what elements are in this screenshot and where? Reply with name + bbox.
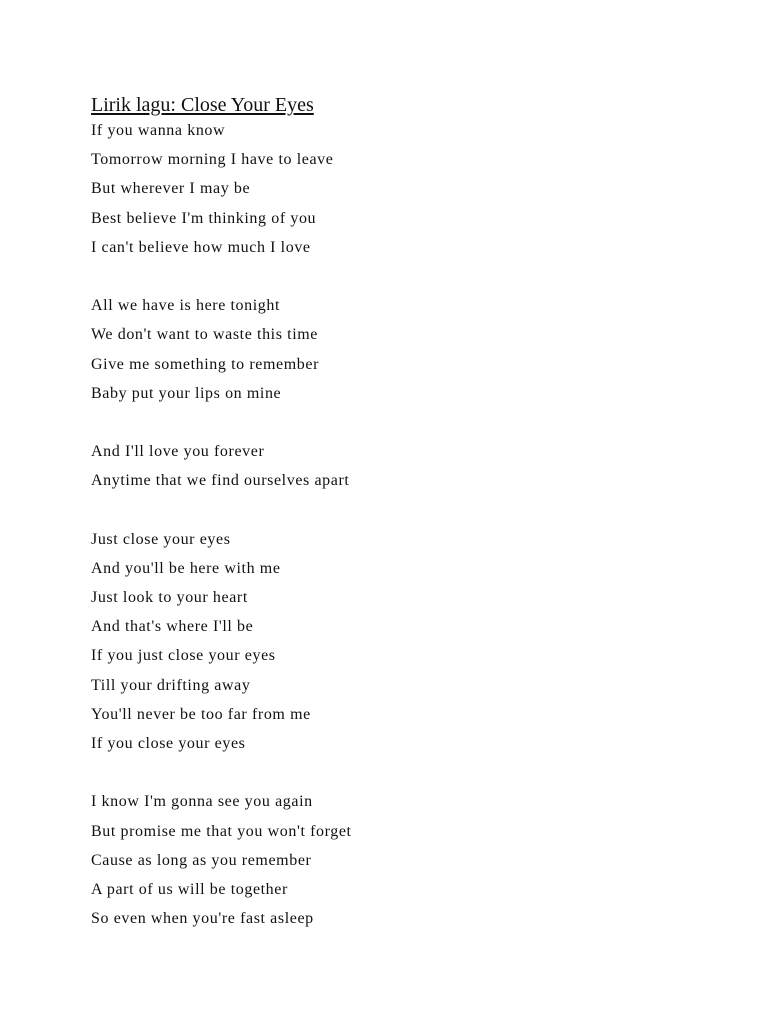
lyric-line: And that's where I'll be [91,618,254,636]
lyric-line: I can't believe how much I love [91,238,311,256]
lyric-line: We don't want to waste this time [91,326,318,344]
lyric-line: So even when you're fast asleep [91,910,314,928]
lyric-line: Just look to your heart [91,589,248,606]
stanza-break [91,408,352,437]
lyrics-body [91,116,352,933]
lyric-line: If you just close your eyes [91,647,276,665]
lyric-line: But wherever I may be [91,180,251,198]
lyric-line: Give me something to remember [91,355,320,373]
stanza-break [91,262,352,291]
document-title: Lirik lagu: Close Your Eyes [91,94,314,116]
lyric-line: And I'll love you forever [91,443,265,461]
lyric-line: I know I'm gonna see you again [91,793,313,811]
lyric-line: A part of us will be together [91,880,288,898]
lyric-line: Till your drifting away [91,676,251,694]
lyric-line: Anytime that we find ourselves apart [91,472,350,490]
lyric-line: And you'll be here with me [91,559,281,577]
lyric-line: If you close your eyes [91,734,246,752]
lyric-line: You'll never be too far from me [91,705,311,723]
lyric-line: Just close your eyes [91,530,231,548]
lyric-line: But promise me that you won't forget [91,822,352,840]
lyric-line: If you wanna know [91,122,226,139]
lyric-line: Tomorrow morning I have to leave [91,151,334,169]
stanza-break [91,495,352,524]
stanza-break [91,758,352,787]
lyric-line: Baby put your lips on mine [91,384,282,402]
lyric-line: Best believe I'm thinking of you [91,209,317,227]
lyric-line: Cause as long as you remember [91,851,312,869]
lyric-line: All we have is here tonight [91,297,281,315]
